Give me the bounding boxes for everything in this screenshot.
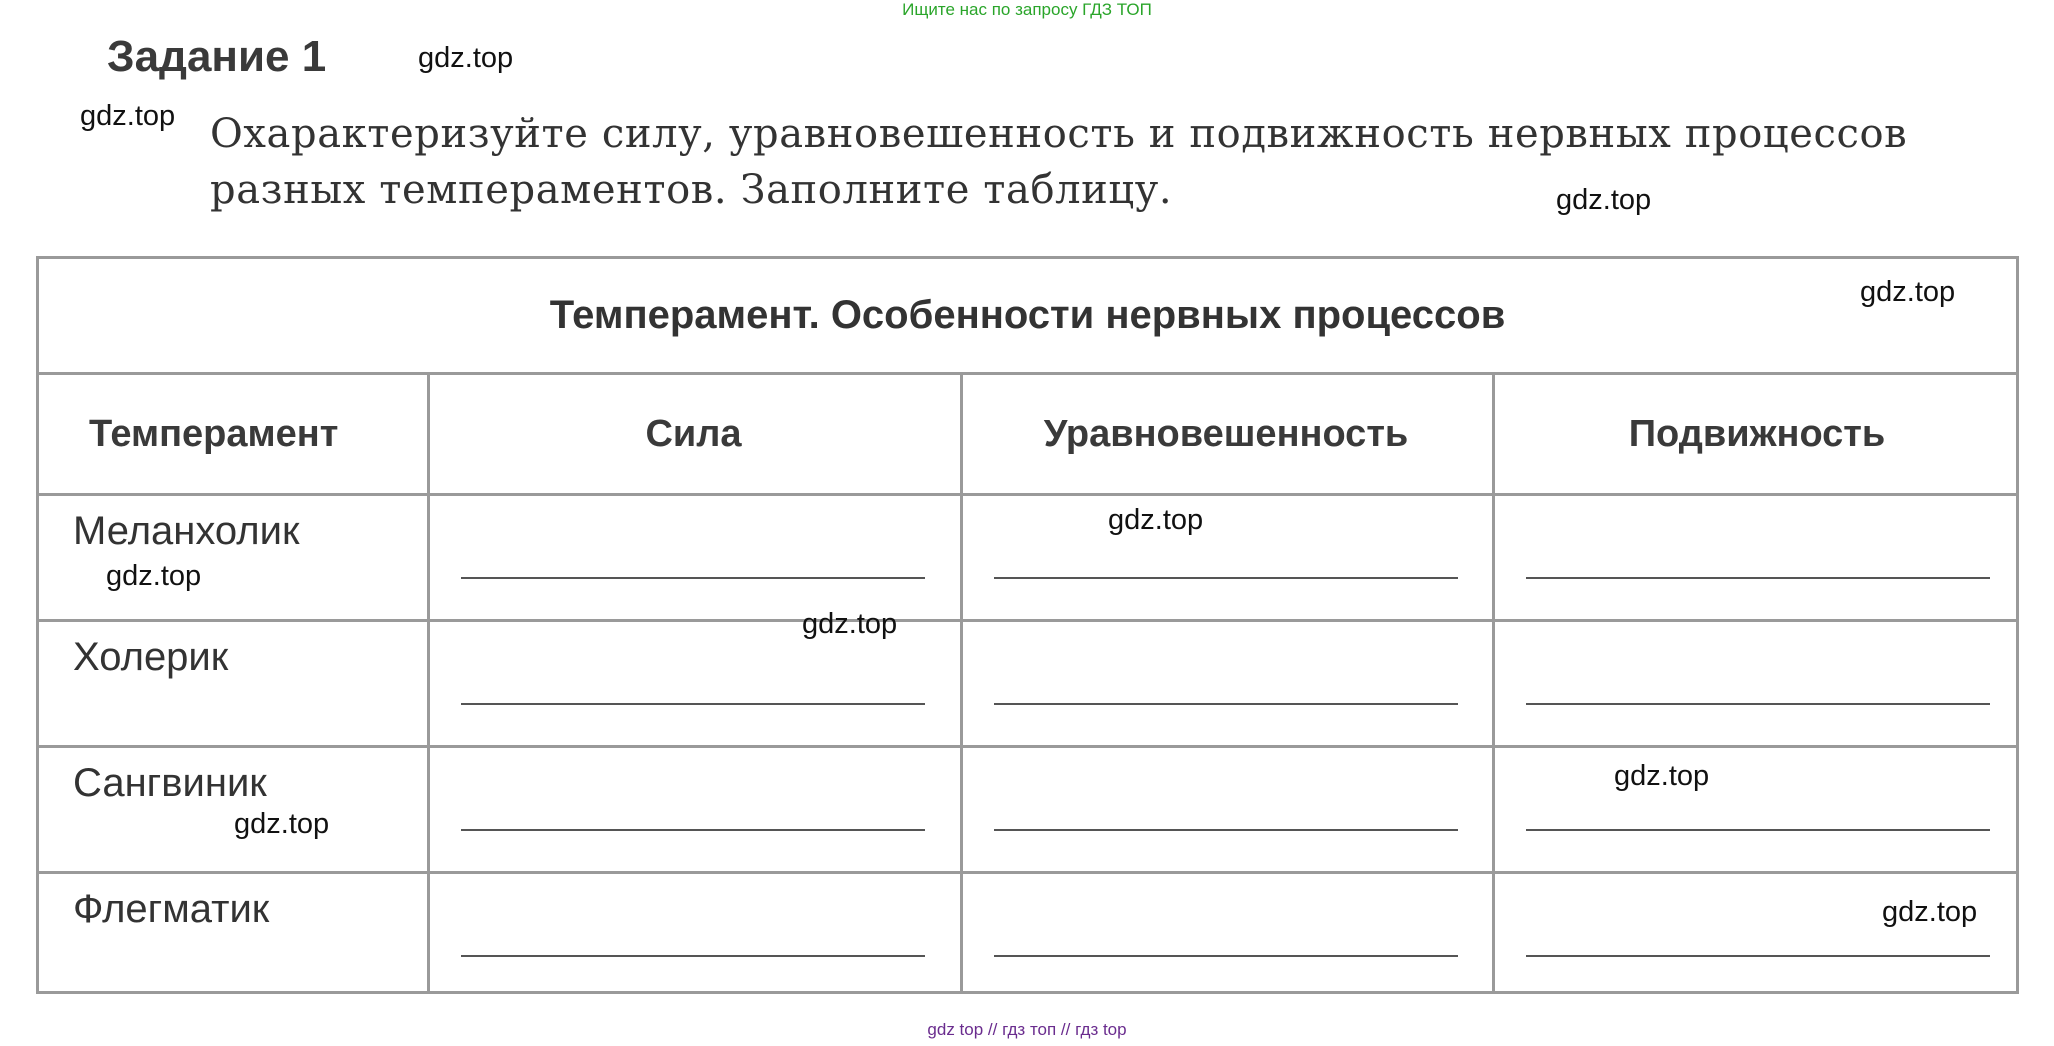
watermark: gdz.top <box>802 608 898 640</box>
watermark: gdz.top <box>234 808 330 840</box>
row-label-phlegmatic: Флегматик <box>73 887 270 931</box>
watermark: gdz.top <box>1108 504 1204 536</box>
footer-links: gdz top // гдз топ // гдз top <box>927 1020 1127 1039</box>
watermark: gdz.top <box>1614 760 1710 792</box>
row-label-choleric: Холерик <box>73 635 229 679</box>
header-strength: Сила <box>645 412 742 455</box>
blank-choleric-mobility[interactable] <box>1526 703 1990 705</box>
row-label-melancholic: Меланхолик <box>73 509 300 553</box>
table-title: Темперамент. Особенности нервных процессов <box>39 259 2016 375</box>
row-divider <box>39 493 2016 496</box>
watermark: gdz.top <box>1556 184 1652 216</box>
watermark: gdz.top <box>106 560 202 592</box>
blank-phlegmatic-mobility[interactable] <box>1526 955 1990 957</box>
row-divider <box>39 871 2016 874</box>
top-banner: Ищите нас по запросу ГДЗ ТОП <box>902 0 1152 19</box>
watermark: gdz.top <box>1882 896 1978 928</box>
blank-phlegmatic-strength[interactable] <box>461 955 925 957</box>
watermark: gdz.top <box>1860 276 1956 308</box>
watermark: gdz.top <box>80 100 176 132</box>
blank-phlegmatic-balance[interactable] <box>994 955 1458 957</box>
row-divider <box>39 745 2016 748</box>
blank-sanguine-mobility[interactable] <box>1526 829 1990 831</box>
header-balance: Уравновешенность <box>1043 412 1409 455</box>
blank-sanguine-strength[interactable] <box>461 829 925 831</box>
blank-choleric-strength[interactable] <box>461 703 925 705</box>
blank-melancholic-strength[interactable] <box>461 577 925 579</box>
row-label-sanguine: Сангвиник <box>73 761 267 805</box>
blank-melancholic-balance[interactable] <box>994 577 1458 579</box>
blank-sanguine-balance[interactable] <box>994 829 1458 831</box>
header-temperament: Темперамент <box>89 412 339 455</box>
task-title: Задание 1 <box>107 32 327 81</box>
blank-choleric-balance[interactable] <box>994 703 1458 705</box>
row-divider <box>39 619 2016 622</box>
temperament-table <box>36 256 2019 994</box>
watermark: gdz.top <box>418 42 514 74</box>
blank-melancholic-mobility[interactable] <box>1526 577 1990 579</box>
task-instruction: Охарактеризуйте силу, уравновешенность и подвижность нервных процессов разных темпераментов. Заполните таблицу. <box>210 111 1908 213</box>
header-mobility: Подвижность <box>1628 412 1886 455</box>
